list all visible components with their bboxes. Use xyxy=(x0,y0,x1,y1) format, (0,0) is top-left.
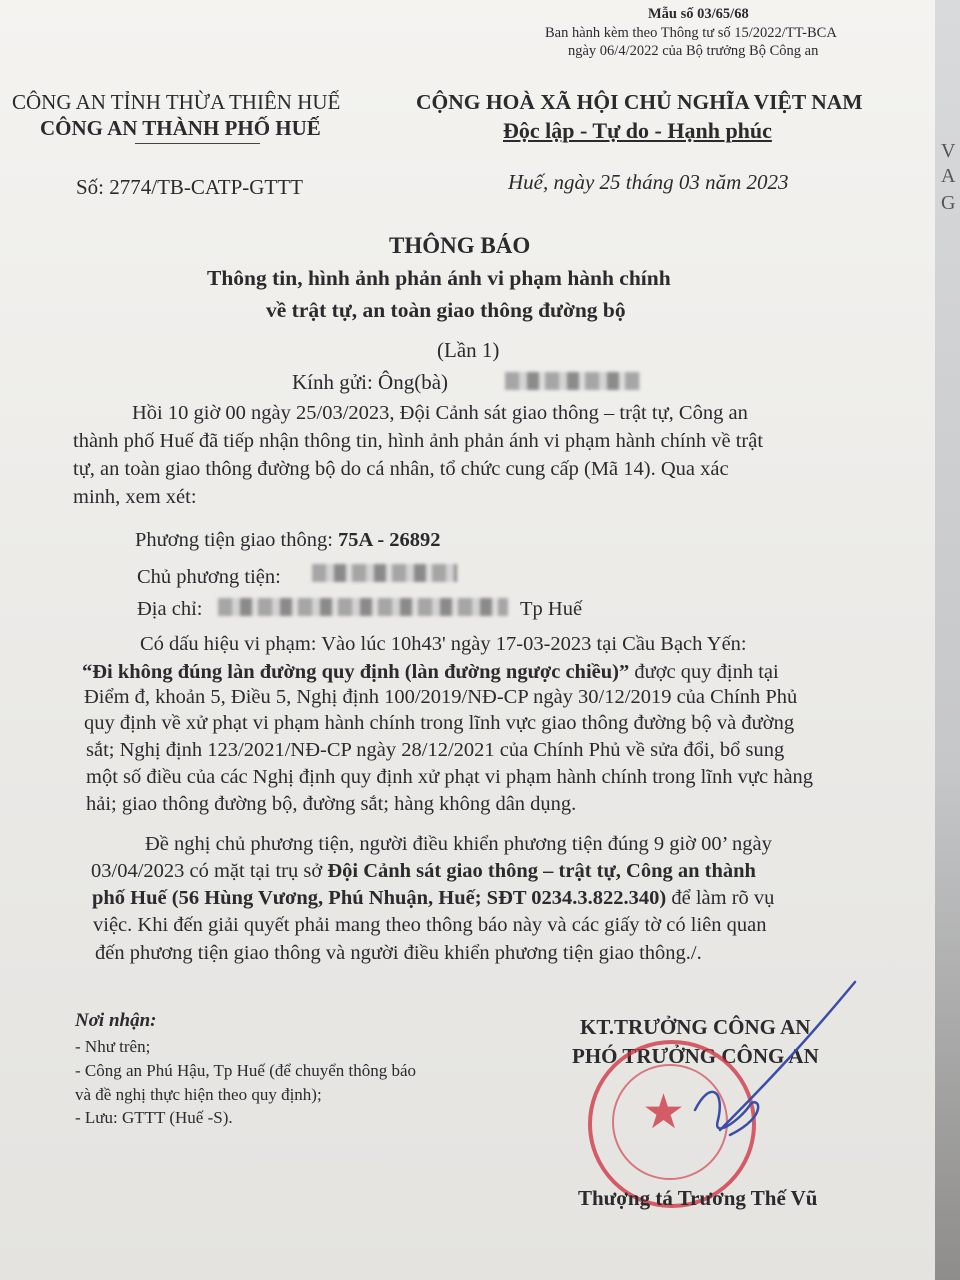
redacted-owner-name xyxy=(312,564,457,582)
address-city: Tp Huế xyxy=(520,598,583,620)
request-line2-plain: 03/04/2023 có mặt tại trụ sở xyxy=(91,860,328,882)
document-title: THÔNG BÁO xyxy=(389,233,531,258)
para1-line1: Hồi 10 giờ 00 ngày 25/03/2023, Đội Cảnh sát giao thông – trật tự, Công an xyxy=(132,402,748,424)
violation-line3: sắt; Nghị định 123/2021/NĐ-CP ngày 28/12/2021 của Chính Phủ về sửa đổi, bổ sung xyxy=(86,739,785,761)
recipients-item-4: - Lưu: GTTT (Huế -S). xyxy=(75,1108,233,1127)
form-number: Mẫu số 03/65/68 xyxy=(648,6,749,22)
violation-statement xyxy=(82,658,779,686)
recipients-item-3: và đề nghị thực hiện theo quy định); xyxy=(75,1085,322,1104)
violation-line4: một số điều của các Nghị định quy định xử phạt vi phạm hành chính trong lĩnh vực hàng xyxy=(86,766,814,788)
handwritten-signature xyxy=(600,970,900,1170)
underlying-sheet-edge: V A G xyxy=(935,0,960,1280)
document-round: (Lần 1) xyxy=(437,338,500,362)
signer-role-2: PHÓ TRƯỞNG CÔNG AN xyxy=(572,1044,819,1068)
request-line2-bold: Đội Cảnh sát giao thông – trật tự, Công an thành xyxy=(327,860,756,882)
para1-line3: tự, an toàn giao thông đường bộ do cá nhân, tổ chức cung cấp (Mã 14). Qua xác xyxy=(73,458,729,480)
recipients-heading: Nơi nhận: xyxy=(75,1010,157,1031)
agency-underline xyxy=(135,143,260,144)
signer-name: Thượng tá Trương Thế Vũ xyxy=(578,1186,818,1210)
violation-line1: Điểm đ, khoản 5, Điều 5, Nghị định 100/2019/NĐ-CP ngày 30/12/2019 của Chính Phủ xyxy=(84,686,798,708)
recipients-item-1: - Như trên; xyxy=(75,1037,151,1056)
request-line3-plain: để làm rõ vụ xyxy=(666,887,775,909)
vehicle-line xyxy=(135,526,441,554)
request-line2 xyxy=(91,857,756,885)
form-legal-basis-1: Ban hành kèm theo Thông tư số 15/2022/TT-BCA xyxy=(545,25,837,41)
nation-name: CỘNG HOÀ XÃ HỘI CHỦ NGHĨA VIỆT NAM xyxy=(416,90,863,114)
request-line5: đến phương tiện giao thông và người điều khiển phương tiện giao thông./. xyxy=(95,942,702,964)
para1-line4: minh, xem xét: xyxy=(73,486,197,508)
request-line3-bold: phố Huế (56 Hùng Vương, Phú Nhuận, Huế; SĐT 0234.3.822.340) xyxy=(92,887,667,909)
violation-bold: “Đi không đúng làn đường quy định (làn đường ngược chiều)” xyxy=(82,661,630,683)
seal-star-icon: ★ xyxy=(642,1084,686,1140)
owner-label: Chủ phương tiện: xyxy=(137,566,281,588)
form-legal-basis-2: ngày 06/4/2022 của Bộ trưởng Bộ Công an xyxy=(568,43,819,59)
signer-role-1: KT.TRƯỞNG CÔNG AN xyxy=(580,1015,811,1039)
request-line3 xyxy=(92,884,774,912)
recipients-item-2: - Công an Phú Hậu, Tp Huế (để chuyển thông báo xyxy=(75,1061,417,1080)
agency-name: CÔNG AN THÀNH PHỐ HUẾ xyxy=(40,116,321,140)
nation-motto: Độc lập - Tự do - Hạnh phúc xyxy=(503,118,772,143)
document-number: Số: 2774/TB-CATP-GTTT xyxy=(76,175,303,199)
document-subtitle-1: Thông tin, hình ảnh phản ánh vi phạm hành chính xyxy=(207,266,671,290)
violation-after: được quy định tại xyxy=(629,661,779,683)
address-label: Địa chỉ: xyxy=(137,598,203,620)
para1-line2: thành phố Huế đã tiếp nhận thông tin, hình ảnh phản ánh vi phạm hành chính về trật xyxy=(73,430,764,452)
request-line4: việc. Khi đến giải quyết phải mang theo thông báo này và các giấy tờ có liên quan xyxy=(93,914,767,936)
vehicle-plate: 75A - 26892 xyxy=(338,529,441,551)
document-subtitle-2: về trật tự, an toàn giao thông đường bộ xyxy=(266,298,626,322)
violation-line2: quy định về xử phạt vi phạm hành chính trong lĩnh vực giao thông đường bộ và đường xyxy=(84,712,795,734)
redacted-recipient-name xyxy=(505,372,640,390)
agency-parent: CÔNG AN TỈNH THỪA THIÊN HUẾ xyxy=(12,90,341,114)
recipient-label: Kính gửi: Ông(bà) xyxy=(292,370,449,394)
vehicle-label: Phương tiện giao thông: xyxy=(135,529,339,551)
violation-line5: hải; giao thông đường bộ, đường sắt; hàng không dân dụng. xyxy=(86,793,577,815)
request-line1: Đề nghị chủ phương tiện, người điều khiển phương tiện đúng 9 giờ 00’ ngày xyxy=(145,833,772,855)
document-date: Huế, ngày 25 tháng 03 năm 2023 xyxy=(508,170,789,194)
violation-lead: Có dấu hiệu vi phạm: Vào lúc 10h43' ngày 17-03-2023 tại Cầu Bạch Yến: xyxy=(140,633,747,655)
redacted-address xyxy=(218,598,508,616)
